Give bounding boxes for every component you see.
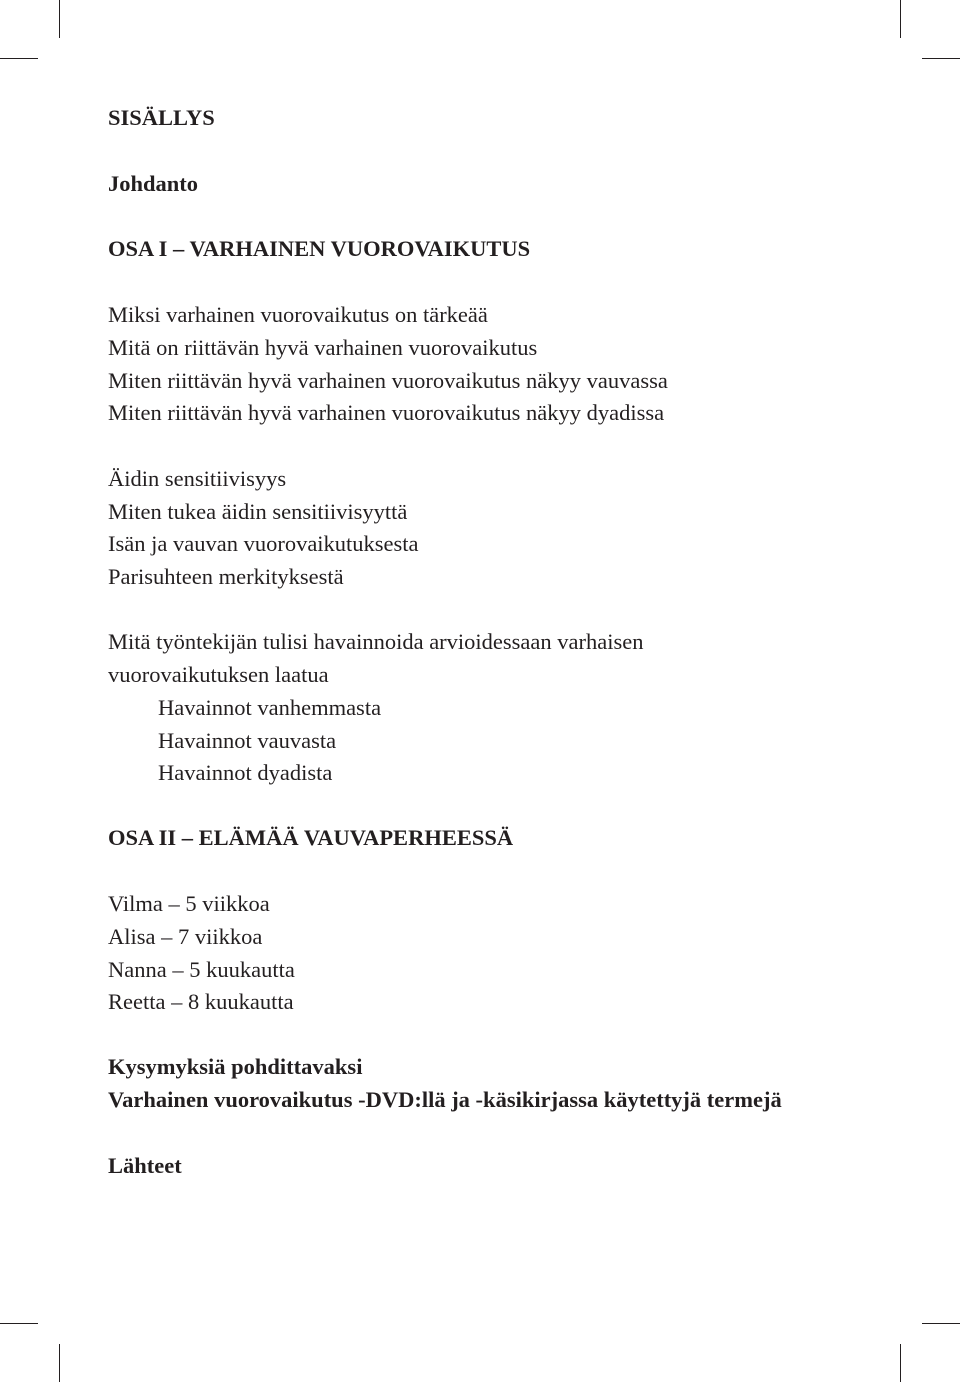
toc-entry: Isän ja vauvan vuorovaikutuksesta: [108, 531, 419, 556]
toc-entry: Mitä työntekijän tulisi havainnoida arvioidessaan varhaisen: [108, 629, 644, 654]
crop-mark-right-lower: [922, 1323, 960, 1324]
toc-glossary: Varhainen vuorovaikutus -DVD:llä ja -käsikirjassa käytettyjä termejä: [108, 1087, 782, 1112]
toc-entry: Nanna – 5 kuukautta: [108, 957, 295, 982]
crop-mark-right-upper: [922, 58, 960, 59]
crop-mark-top-left: [59, 0, 60, 38]
toc-intro: Johdanto: [108, 171, 199, 196]
toc-title: SISÄLLYS: [108, 105, 215, 130]
toc-entry: Miten tukea äidin sensitiivisyyttä: [108, 499, 408, 524]
toc-entry: Reetta – 8 kuukautta: [108, 989, 294, 1014]
toc-entry: Vilma – 5 viikkoa: [108, 891, 270, 916]
crop-mark-left-lower: [0, 1323, 38, 1324]
toc-subentry: Havainnot vanhemmasta: [158, 695, 382, 720]
crop-mark-left-upper: [0, 58, 38, 59]
toc-sources: Lähteet: [108, 1153, 182, 1178]
crop-mark-bottom-right: [900, 1344, 901, 1382]
part2-heading: OSA II – ELÄMÄÄ VAUVAPERHEESSÄ: [108, 825, 514, 850]
crop-mark-top-right: [900, 0, 901, 38]
toc-entry: Äidin sensitiivisyys: [108, 466, 287, 491]
toc-entry: Miten riittävän hyvä varhainen vuorovaikutus näkyy vauvassa: [108, 368, 668, 393]
toc-subentry: Havainnot dyadista: [158, 760, 333, 785]
part1-heading: OSA I – VARHAINEN VUOROVAIKUTUS: [108, 236, 531, 261]
toc-subentry: Havainnot vauvasta: [158, 728, 337, 753]
toc-entry: Miksi varhainen vuorovaikutus on tärkeää: [108, 302, 488, 327]
toc-entry-continued: vuorovaikutuksen laatua: [108, 662, 329, 687]
crop-mark-bottom-left: [59, 1344, 60, 1382]
toc-questions: Kysymyksiä pohdittavaksi: [108, 1054, 363, 1079]
toc-entry: Miten riittävän hyvä varhainen vuorovaikutus näkyy dyadissa: [108, 400, 665, 425]
toc-entry: Alisa – 7 viikkoa: [108, 924, 263, 949]
toc-entry: Mitä on riittävän hyvä varhainen vuorovaikutus: [108, 335, 538, 360]
toc-entry: Parisuhteen merkityksestä: [108, 564, 344, 589]
